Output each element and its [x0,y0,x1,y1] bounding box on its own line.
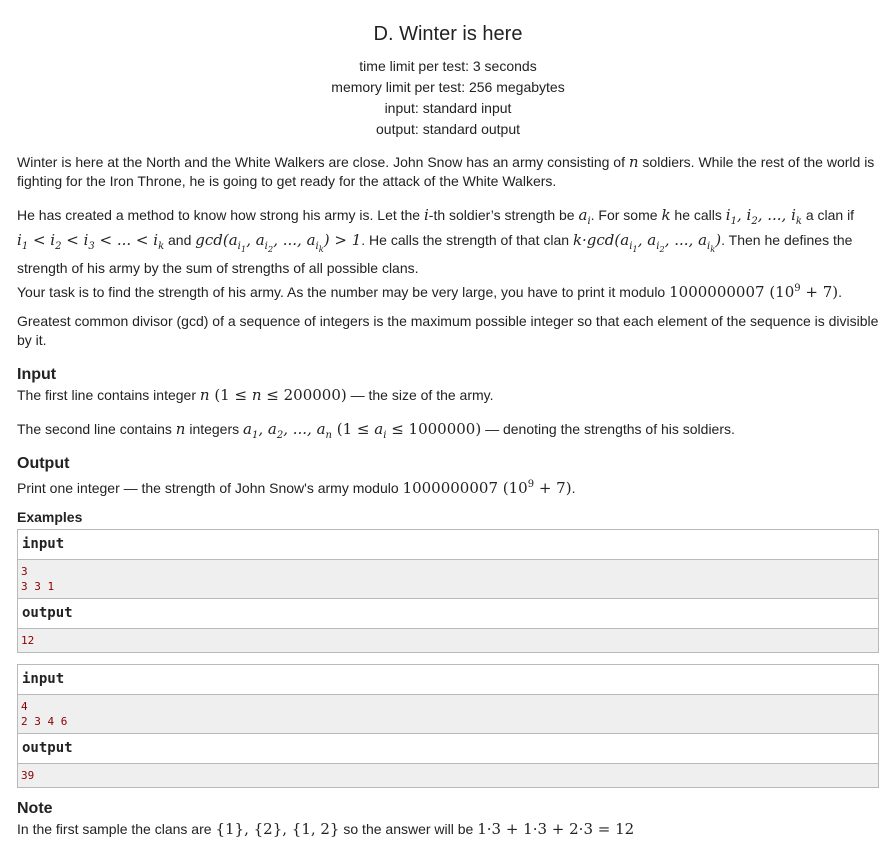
math-n: n [175,420,186,438]
math-a-seq: $a_1$, $a_2$, ..., $a_n$ [243,420,332,441]
output-heading: Output [17,455,70,472]
example-input[interactable]: 4 2 3 4 6 [18,695,878,734]
math-modulus-expr: $(10^9 + 7)$ [764,283,839,301]
text: The second line contains [17,421,176,437]
note-section [17,799,879,839]
text: soldiers. While the rest of the world is fighting for the Iron Throne, he is going to get ready for the attack of the White Walkers. [17,154,875,189]
text: Your task is to find the strength of his army. As the number may be very large, you have to print it modulo [17,284,670,300]
example-output[interactable]: 39 [18,764,878,787]
note-heading: Note [17,800,53,817]
text: he calls [670,207,726,223]
example-input[interactable]: 3 3 3 1 [18,560,878,599]
example-output-label: output [18,599,878,629]
math-a-range: $(1 \le a_i \le 1000000)$ [332,420,482,441]
math-answer: 1·3 + 1·3 + 2·3 = 12 [477,820,635,838]
statement-p3 [17,279,879,302]
time-limit: time limit per test: 3 seconds [359,58,537,74]
text: . For some [590,207,662,223]
example-input-label: input [18,665,878,695]
output-spec: output: standard output [376,121,520,137]
text: and [164,232,196,248]
text: . Then he defines the strength of his army by the sum of strengths of all possible clans. [17,232,853,276]
statement-p4 [17,312,879,350]
input-heading: Input [17,366,57,383]
text: Greatest common divisor (gcd) of a sequence of integers is the maximum possible integer so that each element of the sequence is divisible by it. [17,313,879,348]
example-output[interactable]: 12 [18,629,878,652]
problem-header [0,0,896,140]
math-n-range-expr: (1 ≤ n ≤ 200000) [209,386,347,404]
memory-limit: memory limit per test: 256 megabytes [331,79,565,95]
text: . [838,284,843,300]
text: integers [185,421,244,437]
math-gcd-condition: $\gcd(a_{i_1}$, $a_{i_2}$, ..., $a_{i_k}) > 1$ [195,231,362,254]
examples-heading: Examples [17,509,83,525]
output-section: Output Print one integer — the strength of John Snow's army modulo 1000000007 $(10^9 + 7)$. [17,454,879,498]
statement-p1 [17,153,879,191]
math-modulus-expr: 1000000007 $(10^9 + 7)$ [402,479,572,497]
text: — the size of the army. [346,387,494,403]
math-i: i [423,206,429,224]
math-clans: {1}, {2}, {1, 2} [215,820,340,838]
text: -th soldier’s strength be [428,207,579,223]
math-clan-strength: $k\cdot\gcd(a_{i_1}$, $a_{i_2}$, ..., $a_{i_k}$) [572,231,722,254]
math-clan-indices: $i_1$, $i_2$, ..., $i_k$ [725,206,802,227]
input-spec: input: standard input [384,100,512,116]
text: a clan if [801,207,855,223]
text: so the answer will be [339,821,478,837]
math-index-order: $i_1 < i_2 < i_3$ < ... < $i_k$ [17,231,165,252]
text: In the first sample the clans are [17,821,216,837]
statement-p2 [17,206,879,278]
math-n-range: n [199,386,210,404]
example-output-label: output [18,734,878,764]
math-n: n [628,153,639,171]
text: The first line contains integer [17,387,200,403]
problem-title: D. Winter is here [373,23,523,45]
text: Winter is here at the North and the White Walkers are close. John Snow has an army consisting of [17,154,629,170]
text: Print one integer — the strength of John Snow's army modulo [17,480,403,496]
example-2 [17,664,879,788]
text: He has created a method to know how strong his army is. Let the [17,207,424,223]
example-input-label: input [18,530,878,560]
math-k: k [661,206,671,224]
text: . He calls the strength of that clan [361,232,573,248]
text: — denoting the strengths of his soldiers. [481,421,735,437]
input-section [17,365,879,445]
math-ai: $a_i$ [578,206,591,227]
example-1 [17,529,879,653]
math-modulus: 1000000007 [669,283,765,301]
